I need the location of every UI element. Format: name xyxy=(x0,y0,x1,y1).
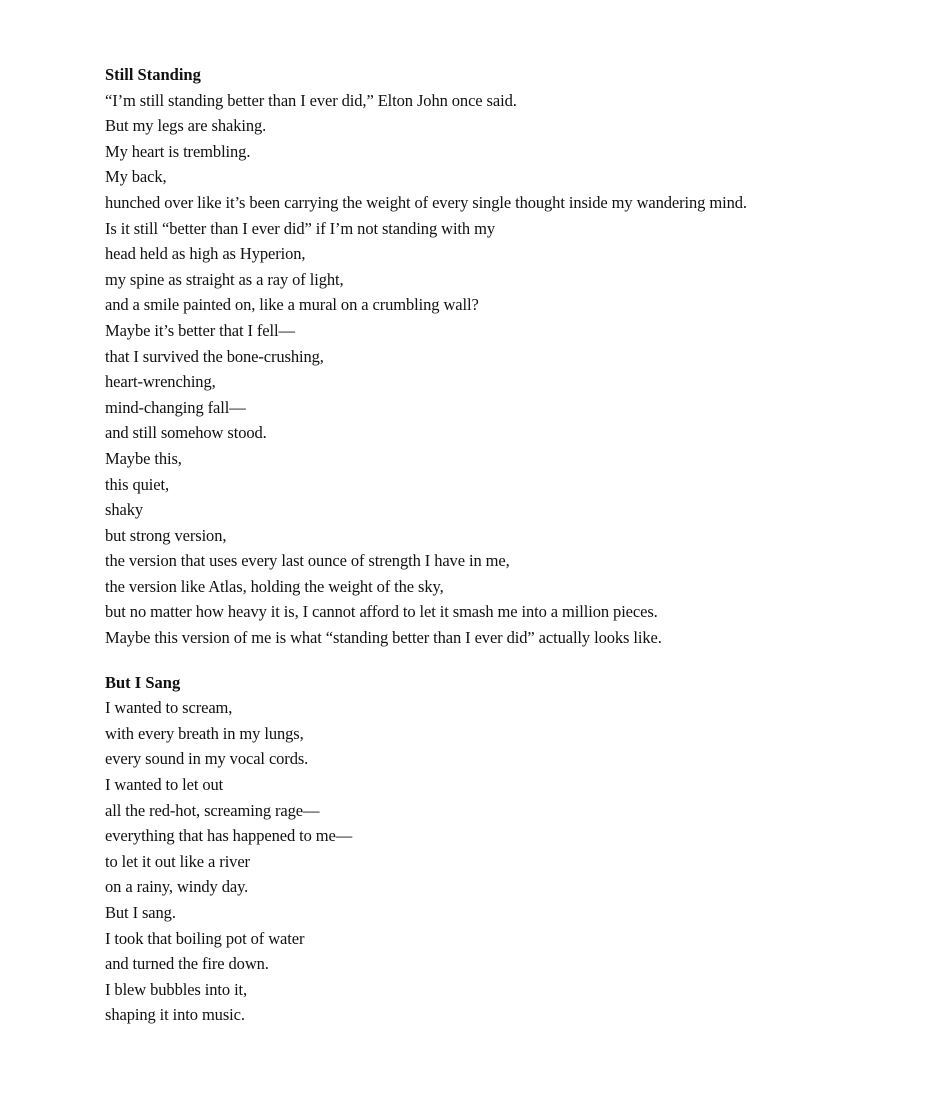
poem-line: but strong version, xyxy=(105,525,227,545)
poem-line: “I’m still standing better than I ever did,” Elton John once said. xyxy=(105,90,517,110)
poem-line: and a smile painted on, like a mural on a crumbling wall? xyxy=(105,295,479,315)
poem-line: but no matter how heavy it is, I cannot afford to let it smash me into a million pieces. xyxy=(105,602,658,622)
poem-line: I blew bubbles into it, xyxy=(105,979,248,999)
poem-line: this quiet, xyxy=(105,474,169,494)
poem-line: my spine as straight as a ray of light, xyxy=(105,269,344,289)
poem-line: I took that boiling pot of water xyxy=(105,928,305,948)
poem-line: Maybe this version of me is what “standing better than I ever did” actually looks like. xyxy=(105,628,662,648)
poem-line: and still somehow stood. xyxy=(105,423,267,443)
poem-line: with every breath in my lungs, xyxy=(105,723,304,743)
poem-line: I wanted to scream, xyxy=(105,698,233,718)
poem-line: hunched over like it’s been carrying the weight of every single thought inside my wandering mind. xyxy=(105,192,747,212)
poem-line: heart-wrenching, xyxy=(105,372,216,392)
poem-line: mind-changing fall— xyxy=(105,397,246,417)
poem-line: But I sang. xyxy=(105,903,176,922)
poem-line: all the red-hot, screaming rage— xyxy=(105,800,320,820)
poem-title: Still Standing xyxy=(105,65,201,84)
poem-line: Is it still “better than I ever did” if I’m not standing with my xyxy=(105,218,495,238)
poem-line: Maybe this, xyxy=(105,448,182,468)
poem-body xyxy=(105,88,905,651)
poem-line: Maybe it’s better that I fell— xyxy=(105,320,295,340)
poem-line: shaping it into music. xyxy=(105,1005,245,1025)
poem-line: shaky xyxy=(105,500,143,520)
poem-line: and turned the fire down. xyxy=(105,954,269,974)
poem-line: everything that has happened to me— xyxy=(105,826,353,846)
poem-line: I wanted to let out xyxy=(105,775,224,795)
poem-line: on a rainy, windy day. xyxy=(105,877,249,897)
poem-line: But my legs are shaking. xyxy=(105,116,267,136)
poem-line: to let it out like a river xyxy=(105,851,250,871)
poem-but-i-sang xyxy=(105,670,905,1028)
poem-body xyxy=(105,695,905,1028)
poem-line: head held as high as Hyperion, xyxy=(105,244,306,264)
poem-line: My heart is trembling. xyxy=(105,141,251,161)
document-page xyxy=(105,62,905,1028)
poem-line: every sound in my vocal cords. xyxy=(105,749,309,769)
poem-line: that I survived the bone-crushing, xyxy=(105,346,324,366)
poem-title: But I Sang xyxy=(105,672,181,692)
poem-still-standing xyxy=(105,62,905,651)
poem-line: My back, xyxy=(105,167,167,187)
poem-line: the version that uses every last ounce of strength I have in me, xyxy=(105,551,510,571)
poem-line: the version like Atlas, holding the weight of the sky, xyxy=(105,576,444,596)
